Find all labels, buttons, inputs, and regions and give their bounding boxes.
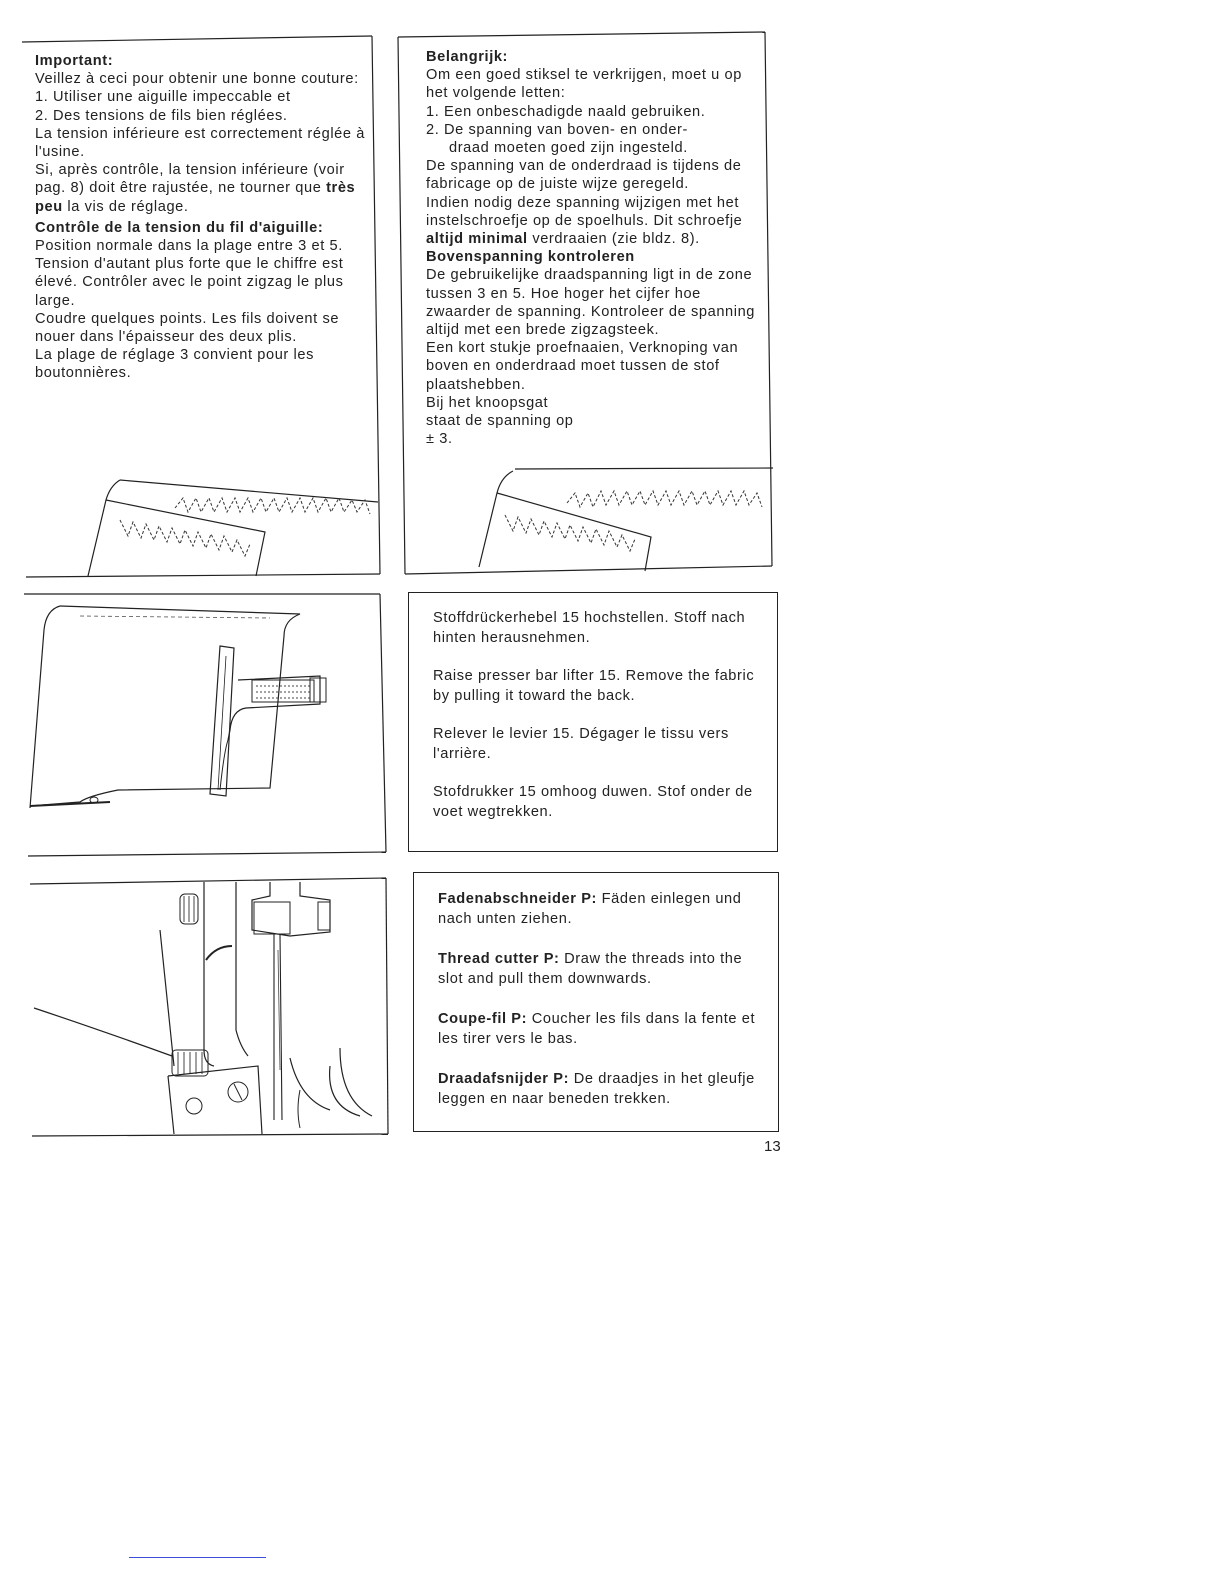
presser-bar-lifter-illustration bbox=[0, 590, 390, 860]
panel-thread-cutter bbox=[413, 872, 779, 1132]
remove-fabric-en: Raise presser bar lifter 15. Remove the fabric by pulling it toward the back. bbox=[433, 668, 755, 704]
nl-belangrijk-title: Belangrijk: bbox=[426, 49, 509, 65]
nl-item-2b: draad moeten goed zijn ingesteld. bbox=[449, 140, 688, 157]
panel-remove-fabric bbox=[408, 592, 778, 852]
remove-fabric-nl: Stofdrukker 15 omhoog duwen. Stof onder de voet wegtrekken. bbox=[433, 784, 753, 820]
panel-nl-tension bbox=[395, 0, 795, 590]
nl-body-2: Een kort stukje proefnaaien, Verknoping van boven en onderdraad moet tussen de stof plaatshebben. bbox=[426, 340, 739, 393]
thread-cutter-text bbox=[438, 890, 768, 1109]
remove-fabric-fr: Relever le levier 15. Dégager le tissu vers l'arrière. bbox=[433, 726, 729, 762]
nl-item-1: 1. Een onbeschadigde naald gebruiken. bbox=[426, 103, 706, 120]
nl-body-1: De gebruikelijke draadspanning ligt in de zone tussen 3 en 5. Hoe hoger het cijfer hoe zwaarder de spanning. Kontroleer de spanning altijd met een brede zigzagsteek. bbox=[426, 267, 756, 339]
nl-item-2a: 2. De spanning van boven- en onder- bbox=[426, 121, 688, 138]
page-number: 13 bbox=[764, 1138, 781, 1155]
fr-intro: Veillez à ceci pour obtenir une bonne couture: bbox=[35, 71, 359, 88]
nl-belangrijk-text bbox=[426, 48, 768, 448]
fr-para-1: La tension inférieure est correctement réglée à l'usine. bbox=[35, 125, 365, 161]
zigzag-seam-illustration-2 bbox=[475, 455, 775, 575]
fr-body-3: La plage de réglage 3 convient pour les boutonnières. bbox=[35, 347, 314, 382]
footer-rule bbox=[129, 1557, 266, 1558]
fr-heading: Contrôle de la tension du fil d'aiguille: bbox=[35, 219, 324, 236]
panel-fr-tension bbox=[0, 0, 400, 590]
remove-fabric-text bbox=[433, 609, 763, 822]
thread-cutter-de: Fadenabschneider P: Fäden einlegen und nach unten ziehen. bbox=[438, 891, 742, 927]
thread-cutter-en: Thread cutter P: Draw the threads into the slot and pull them downwards. bbox=[438, 951, 743, 987]
remove-fabric-de: Stoffdrückerhebel 15 hochstellen. Stoff nach hinten herausnehmen. bbox=[433, 610, 746, 646]
thread-cutter-fr: Coupe-fil P: Coucher les fils dans la fente et les tirer vers le bas. bbox=[438, 1011, 756, 1047]
fr-important-text bbox=[35, 52, 365, 383]
nl-para-2: Indien nodig deze spanning wijzigen met het instelschroefje op de spoelhuls. Dit schroefje altijd minimal verdraaien (zie bldz. 8). bbox=[426, 194, 743, 248]
zigzag-seam-illustration bbox=[80, 460, 380, 580]
thread-cutter-illustration bbox=[0, 870, 395, 1140]
nl-heading: Bovenspanning kontroleren bbox=[426, 249, 635, 266]
fr-item-2: 2. Des tensions de fils bien réglées. bbox=[35, 107, 288, 124]
thread-cutter-nl: Draadafsnijder P: De draadjes in het gleufje leggen en naar beneden trekken. bbox=[438, 1071, 755, 1107]
nl-body-3: Bij het knoopsgat staat de spanning op ± 3. bbox=[426, 394, 574, 448]
fr-important-title: Important: bbox=[35, 53, 114, 69]
nl-para-1: De spanning van de onderdraad is tijdens de fabricage op de juiste wijze geregeld. bbox=[426, 158, 742, 193]
fr-body-2: Coudre quelques points. Les fils doivent se nouer dans l'épaisseur des deux plis. bbox=[35, 310, 340, 346]
fr-body-1: Position normale dans la plage entre 3 et 5. Tension d'autant plus forte que le chiffre est élevé. Contrôler avec le point zigzag le plus large. bbox=[35, 238, 344, 309]
nl-intro: Om een goed stiksel te verkrijgen, moet u op het volgende letten: bbox=[426, 67, 742, 102]
fr-item-1: 1. Utiliser une aiguille impeccable et bbox=[35, 89, 291, 106]
fr-para-2: Si, après contrôle, la tension inférieure (voir pag. 8) doit être rajustée, ne tourner que très peu la vis de réglage. bbox=[35, 162, 356, 215]
